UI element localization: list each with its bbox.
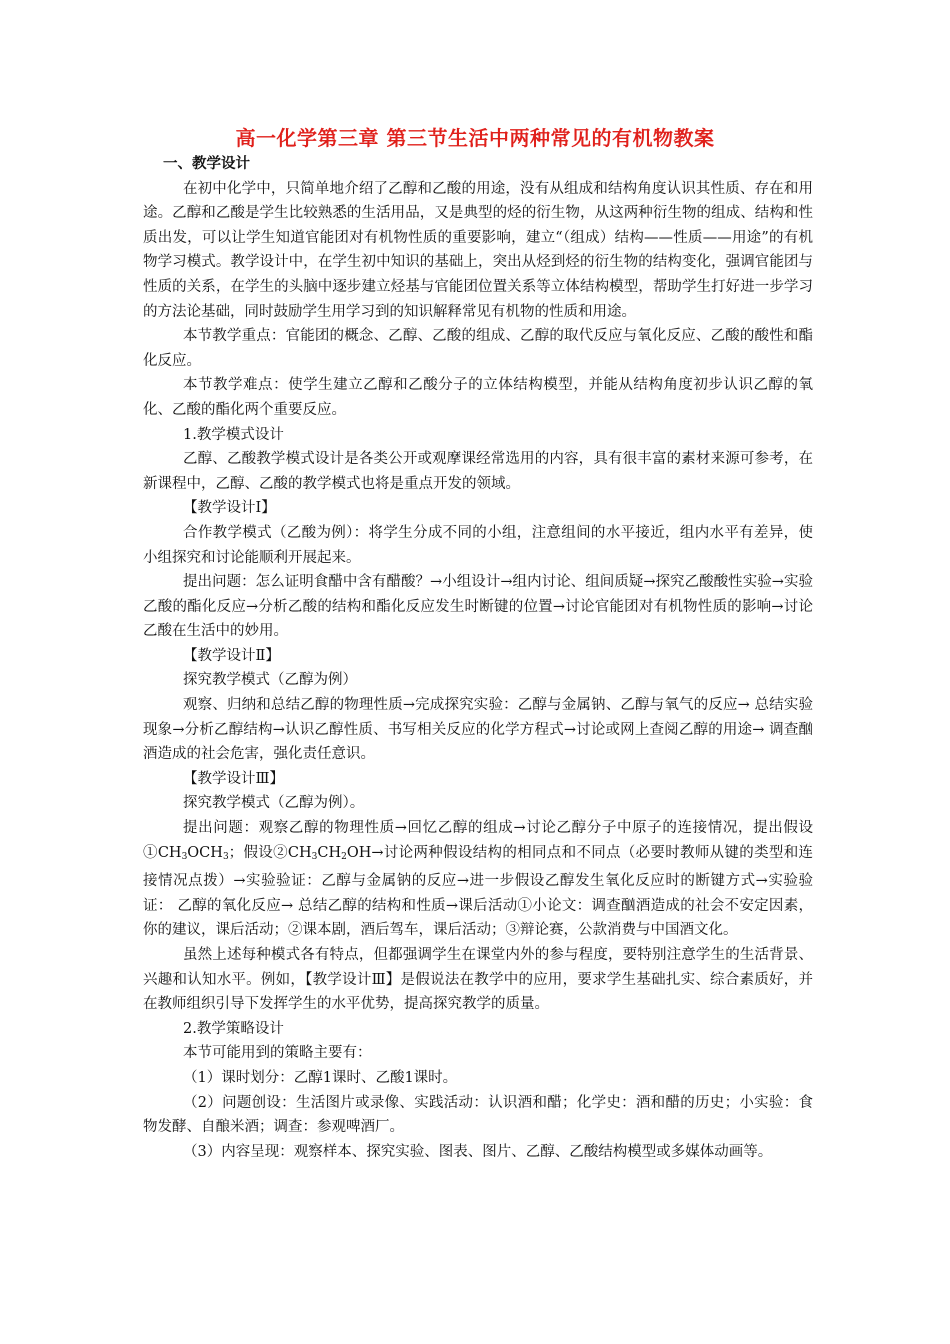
design-3-paragraph-2 [143, 816, 813, 943]
design-2-paragraph-2: 观察、归纳和总结乙醇的物理性质→完成探究实验：乙醇与金属钠、乙醇与氧气的反应→ 总结实验现象→分析乙醇结构→认识乙醇性质、书写相关反应的化学方程式→讨论或网上查阅乙醇的用途→ 调查酗酒造成的社会危害，强化责任意识。 [143, 697, 813, 763]
intro-paragraph: 在初中化学中，只简单地介绍了乙醇和乙酸的用途，没有从组成和结构角度认识其性质、存在和用途。乙醇和乙酸是学生比较熟悉的生活用品，又是典型的烃的衍生物，从这两种衍生物的组成、结构和性质出发，可以让学生知道官能团对有机物性质的重要影响，建立“（组成）结构——性质——用途”的有机物学习模式。教学设计中，在学生初中知识的基础上，突出从烃到烃的衍生物的结构变化，强调官能团与性质的关系，在学生的头脑中逐步建立烃基与官能团位置关系等立体结构模型，帮助学生打好进一步学习的方法论基础，同时鼓励学生用学习到的知识解释常见有机物的性质和用途。 [143, 180, 813, 320]
design-1-paragraph-2: 提出问题：怎么证明食醋中含有醋酸？→小组设计→组内讨论、组间质疑→探究乙酸酸性实验→实验乙酸的酯化反应→分析乙酸的结构和酯化反应发生时断键的位置→讨论官能团对有机物性质的影响→讨论乙酸在生活中的妙用。 [143, 574, 813, 640]
design-3-heading: 【教学设计Ⅲ】 [183, 770, 284, 787]
design-3-text-a: 提出问题：观察乙醇的物理性质→回忆乙醇的组成→讨论乙醇分子中原子的连接情况，提出假设① [143, 820, 813, 861]
section-heading: 一、教学设计 [163, 156, 250, 172]
summary-paragraph: 虽然上述每种模式各有特点，但都强调学生在课堂内外的参与程度，要特别注意学生的生活背景、兴趣和认知水平。例如，【教学设计Ⅲ】是假说法在教学中的应用，要求学生基础扎实、综合素质好，并在教师组织引导下发挥学生的水平优势，提高探究教学的质量。 [143, 947, 813, 1013]
design-2-paragraph-1: 探究教学模式（乙醇为例） [183, 672, 357, 689]
page-title: 高一化学第三章 第三节生活中两种常见的有机物教案 [235, 126, 715, 150]
formula-hypothesis-1: $CH_3OCH_3$ [157, 844, 229, 862]
strategy-item-1: （1）课时划分：乙醇1课时、乙酸1课时。 [183, 1069, 458, 1086]
formula-hypothesis-2: $CH_3CH_2OH$ [287, 844, 372, 862]
mode-design-heading: 1.教学模式设计 [183, 426, 284, 443]
design-1-paragraph-1: 合作教学模式（乙酸为例）：将学生分成不同的小组，注意组间的水平接近，组内水平有差异，使小组探究和讨论能顺利开展起来。 [143, 524, 813, 566]
design-1-heading: 【教学设计Ⅰ】 [183, 500, 276, 517]
key-points-paragraph: 本节教学重点：官能团的概念、乙醇、乙酸的组成、乙醇的取代反应与氧化反应、乙酸的酸性和酯化反应。 [143, 328, 813, 369]
difficulties-paragraph: 本节教学难点：使学生建立乙醇和乙酸分子的立体结构模型，并能从结构角度初步认识乙醇的氧化、乙酸的酯化两个重要反应。 [143, 377, 813, 418]
design-2-heading: 【教学设计Ⅱ】 [183, 647, 280, 664]
design-3-paragraph-1: 探究教学模式（乙醇为例）。 [183, 795, 365, 812]
strategy-item-2: （2）问题创设：生活图片或录像、实践活动：认识酒和醋；化学史：酒和醋的历史；小实验：食物发酵、自酿米酒；调查：参观啤酒厂。 [143, 1094, 813, 1136]
strategy-intro: 本节可能用到的策略主要有： [183, 1045, 372, 1062]
design-3-text-b: ；假设② [228, 844, 288, 861]
document-body [143, 152, 813, 1164]
strategy-heading: 2.教学策略设计 [183, 1020, 284, 1037]
mode-design-paragraph: 乙醇、乙酸教学模式设计是各类公开或观摩课经常选用的内容，具有很丰富的素材来源可参考，在新课程中，乙醇、乙酸的教学模式也将是重点开发的领域。 [143, 451, 813, 492]
design-3-text-c: →讨论两种假设结构的相同点和不同点（必要时教师从键的类型和连接情况点拨）→实验验证：乙醇与金属钠的反应→进一步假设乙醇发生氧化反应时的断键方式→实验验证： 乙醇的氧化反应→ 总结乙醇的结构和性质→课后活动①小论文：调查酗酒造成的社会不安定因素，你的建议，课后活动；②课本剧，酒后驾车，课后活动；③辩论赛，公款消费与中国酒文化。 [143, 844, 813, 939]
strategy-item-3: （3）内容呈现：观察样本、探究实验、图表、图片、乙醇、乙酸结构模型或多媒体动画等。 [183, 1143, 773, 1160]
